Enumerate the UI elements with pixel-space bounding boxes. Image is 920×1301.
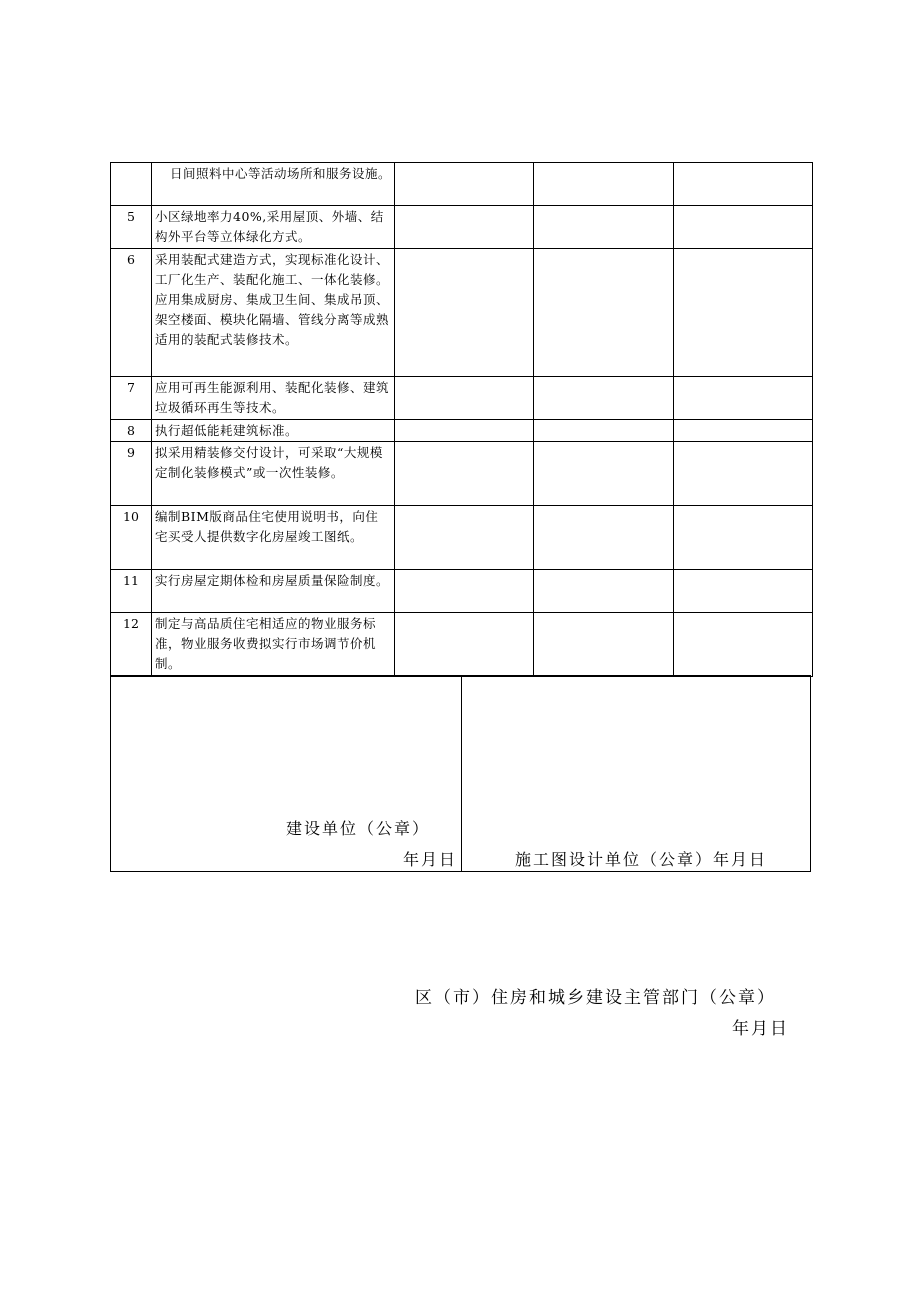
item-description: 制定与高品质住宅相适应的物业服务标准，物业服务收费拟实行市场调节价机制。 [152,613,395,677]
item-number: 5 [111,206,152,249]
blank-cell [534,442,674,506]
blank-cell [674,206,813,249]
blank-cell [534,420,674,442]
blank-cell [395,163,534,206]
blank-cell [534,613,674,677]
blank-cell [674,163,813,206]
table-row [111,570,813,613]
blank-cell [534,377,674,420]
item-description: 执行超低能耗建筑标准。 [152,420,395,442]
table-row [111,249,813,377]
blank-cell [395,206,534,249]
blank-cell [534,206,674,249]
blank-cell [395,506,534,570]
blank-cell [534,506,674,570]
item-number: 12 [111,613,152,677]
blank-cell [534,570,674,613]
signature-divider [461,676,462,871]
item-number: 10 [111,506,152,570]
authority-date: 年月日 [732,1019,789,1039]
table-row [111,163,813,206]
blank-cell [395,442,534,506]
item-description: 采用装配式建造方式，实现标准化设计、工厂化生产、装配化施工、一体化装修。应用集成厨房、集成卫生间、集成吊顶、架空楼面、模块化隔墙、管线分离等成熟适用的装配式装修技术。 [152,249,395,377]
item-description: 应用可再生能源利用、装配化装修、建筑垃圾循环再生等技术。 [152,377,395,420]
table-row [111,420,813,442]
blank-cell [395,613,534,677]
table-row [111,613,813,677]
table-row [111,206,813,249]
review-items-table [110,162,813,677]
construction-unit-date: 年月日 [403,850,458,869]
item-description: 拟采用精装修交付设计，可采取“大规模定制化装修模式”或一次性装修。 [152,442,395,506]
blank-cell [395,249,534,377]
design-unit-seal-and-date: 施工图设计单位（公章）年月日 [515,850,768,869]
item-number: 11 [111,570,152,613]
item-number: 9 [111,442,152,506]
item-description: 日间照料中心等活动场所和服务设施。 [152,163,395,206]
blank-cell [674,249,813,377]
blank-cell [395,570,534,613]
item-description: 实行房屋定期体检和房屋质量保险制度。 [152,570,395,613]
blank-cell [674,442,813,506]
item-number: 8 [111,420,152,442]
blank-cell [674,613,813,677]
item-description: 编制BIM版商品住宅使用说明书，向住宅买受人提供数字化房屋竣工图纸。 [152,506,395,570]
blank-cell [674,377,813,420]
construction-unit-seal-label: 建设单位（公章） [286,819,431,838]
table-row [111,506,813,570]
table-row [111,442,813,506]
blank-cell [674,506,813,570]
blank-cell [395,377,534,420]
blank-cell [395,420,534,442]
signature-section [110,675,811,872]
item-description: 小区绿地率力40%,采用屋顶、外墙、结构外平台等立体绿化方式。 [152,206,395,249]
blank-cell [674,570,813,613]
item-number: 6 [111,249,152,377]
blank-cell [674,420,813,442]
item-number [111,163,152,206]
authority-seal-label: 区（市）住房和城乡建设主管部门（公章） [415,988,776,1008]
blank-cell [534,249,674,377]
table-row [111,377,813,420]
blank-cell [534,163,674,206]
item-number: 7 [111,377,152,420]
